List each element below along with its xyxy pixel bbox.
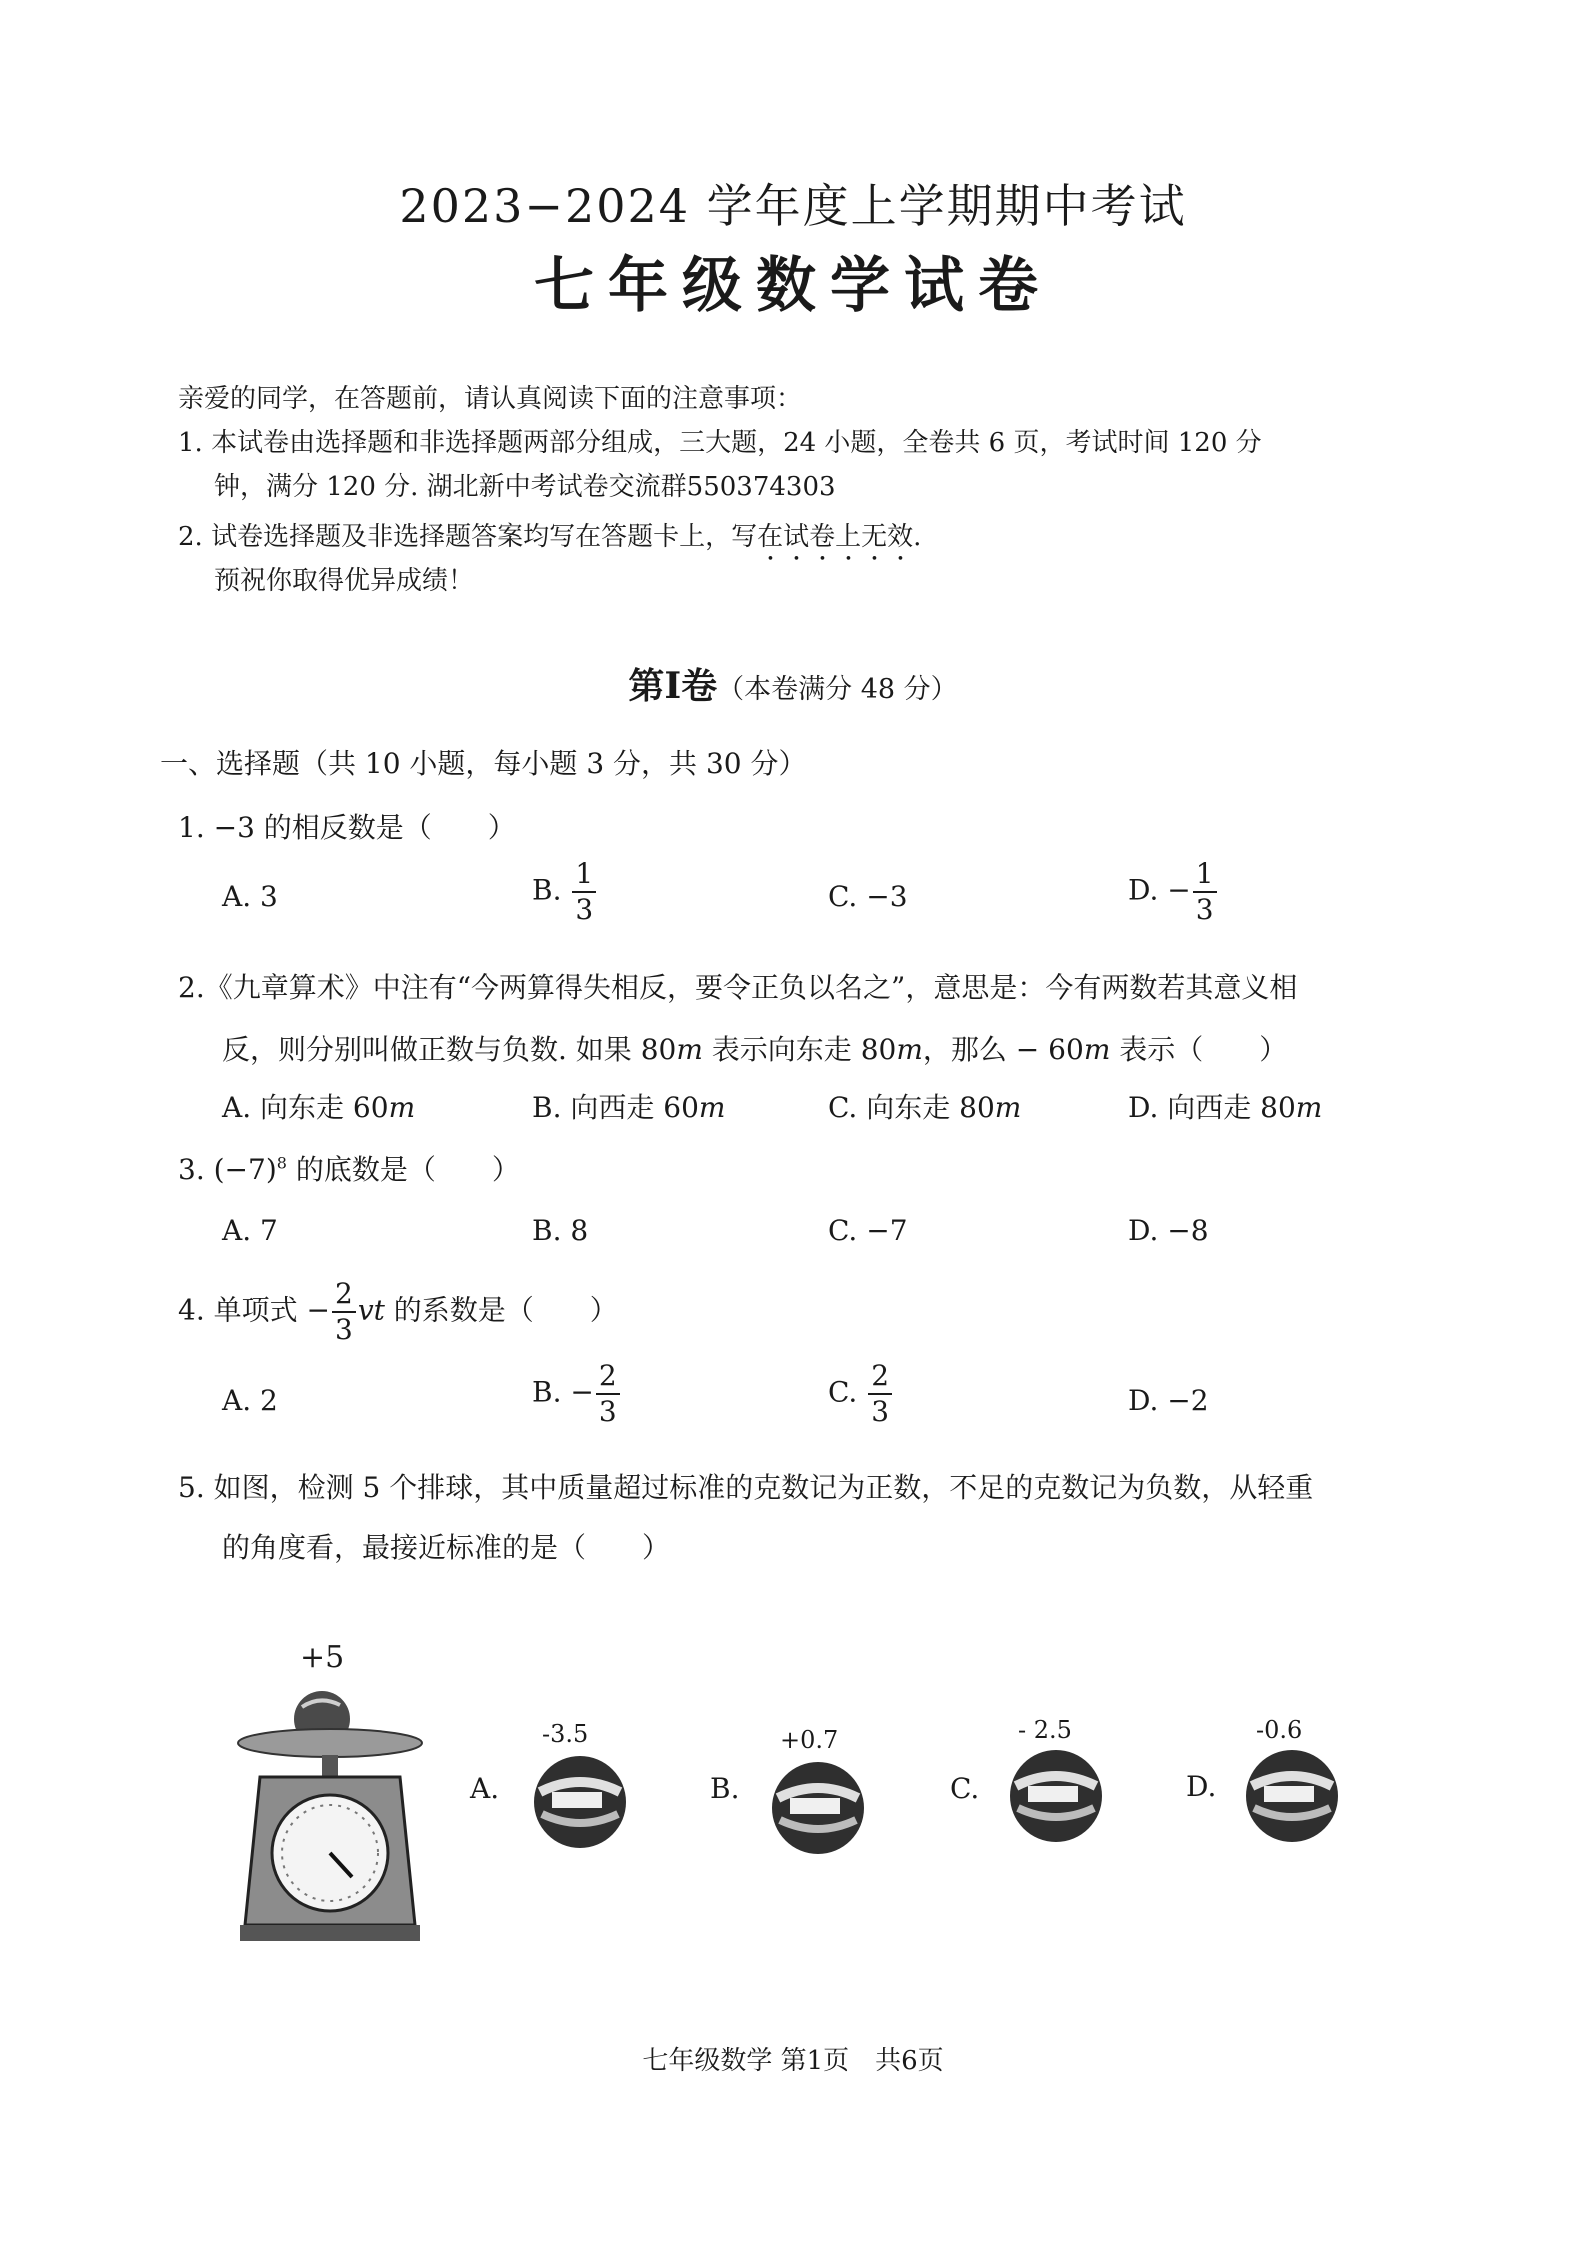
q1-option-b-fraction	[572, 857, 596, 926]
q3-option-a: A. 7	[222, 1214, 278, 1247]
q2-option-a-unit: m	[388, 1091, 416, 1124]
q2-option-c-text: C. 向东走 80	[828, 1091, 995, 1124]
q4-option-c-denominator: 3	[871, 1395, 890, 1428]
notes-item-2-end: .	[913, 522, 922, 552]
question-3	[178, 1148, 520, 1188]
q2-text-a: 反，则分别叫做正数与负数. 如果 80	[222, 1033, 677, 1066]
q2-option-a	[222, 1086, 415, 1126]
ball-b-option: B.	[710, 1772, 740, 1805]
q2-option-d-unit: m	[1295, 1091, 1323, 1124]
q3-text: 的底数是（ ）	[286, 1153, 520, 1186]
q2-text-d: 表示（ ）	[1110, 1033, 1288, 1066]
q4-prefix: 4. 单项式 −	[178, 1293, 330, 1327]
q4-variable: vt	[357, 1293, 385, 1327]
q4-option-d: D. −2	[1128, 1384, 1209, 1417]
question-2-line-1: 2.《九章算术》中注有“今两算得失相反，要令正负以名之”，意思是：今有两数若其意义相	[178, 971, 1298, 1004]
q3-exponent: 8	[276, 1153, 287, 1173]
q1-option-b-numerator: 1	[572, 860, 596, 893]
ball-a-value: -3.5	[542, 1720, 589, 1748]
q1-option-d-fraction	[1193, 857, 1217, 926]
volleyball-b-image	[768, 1758, 868, 1858]
q1-option-c: C. −3	[828, 880, 908, 913]
kitchen-scale-image	[230, 1685, 430, 1950]
notes-wish: 预祝你取得优异成绩！	[214, 566, 475, 596]
volleyball-a-image	[530, 1752, 630, 1852]
notes-item-2-emphasis: 在试卷上无效	[757, 522, 914, 552]
q1-option-b	[532, 857, 598, 926]
q4-suffix: 的系数是（ ）	[384, 1293, 618, 1327]
question-4	[178, 1277, 618, 1346]
q4-option-c-label: C.	[828, 1375, 858, 1409]
section-title: 一、选择题（共 10 小题，每小题 3 分，共 30 分）	[160, 747, 807, 780]
q2-option-b-unit: m	[698, 1091, 726, 1124]
q4-option-b-denominator: 3	[598, 1395, 617, 1428]
q3-base: 3. (−7)	[178, 1153, 277, 1186]
part-note: （本卷满分 48 分）	[717, 674, 958, 705]
q1-option-d-numerator: 1	[1193, 860, 1217, 893]
q1-option-b-denominator: 3	[575, 893, 594, 926]
q2-option-d-text: D. 向西走 80	[1128, 1091, 1296, 1124]
question-5-line-1: 5. 如图，检测 5 个排球，其中质量超过标准的克数记为正数，不足的克数记为负数，从轻重	[178, 1471, 1314, 1504]
notes-item-1: 1. 本试卷由选择题和非选择题两部分组成，三大题，24 小题，全卷共 6 页，考试时间 120 分	[178, 428, 1262, 458]
volleyball-c-image	[1006, 1746, 1106, 1846]
q2-text-b: 表示向东走 80	[702, 1033, 897, 1066]
q4-option-b-fraction	[596, 1359, 620, 1428]
q4-option-b-label: B. −	[532, 1375, 594, 1409]
q4-option-c-fraction	[868, 1359, 892, 1428]
part-heading	[0, 658, 1586, 709]
q4-numerator: 2	[332, 1280, 356, 1313]
q4-option-b-numerator: 2	[596, 1362, 620, 1395]
q2-unit: m	[1083, 1033, 1111, 1066]
q2-unit: m	[676, 1033, 703, 1066]
q1-option-d-denominator: 3	[1195, 893, 1214, 926]
q3-option-b: B. 8	[532, 1214, 589, 1247]
q2-option-b	[532, 1086, 725, 1126]
q2-option-a-text: A. 向东走 60	[222, 1091, 389, 1124]
exam-title: 2023−2024 学年度上学期期中考试	[399, 179, 1187, 233]
q4-denominator: 3	[334, 1313, 353, 1346]
ball-d-value: -0.6	[1256, 1716, 1303, 1744]
q4-option-b	[532, 1359, 622, 1428]
ball-c-option: C.	[950, 1772, 980, 1805]
ball-a-option: A.	[470, 1772, 500, 1805]
ball-c-value: - 2.5	[1018, 1716, 1072, 1744]
q1-option-b-label: B.	[532, 873, 562, 907]
notes-greeting: 亲爱的同学，在答题前，请认真阅读下面的注意事项：	[178, 384, 803, 414]
part-title: 第Ⅰ卷	[628, 665, 718, 707]
q1-option-d	[1128, 857, 1219, 926]
question-5-line-2: 的角度看，最接近标准的是（ ）	[222, 1531, 671, 1564]
q2-option-c	[828, 1086, 1021, 1126]
volleyball-d-image	[1242, 1746, 1342, 1846]
q4-option-a: A. 2	[222, 1384, 278, 1417]
q1-option-d-label: D. −	[1128, 873, 1191, 907]
exam-subtitle: 七年级数学试卷	[534, 251, 1052, 321]
notes-item-2-text: 2. 试卷选择题及非选择题答案均写在答题卡上，写	[178, 522, 758, 552]
q3-option-d: D. −8	[1128, 1214, 1209, 1247]
q2-unit: m	[896, 1033, 923, 1066]
page-footer: 七年级数学 第1页 共6页	[642, 2046, 944, 2076]
scale-label: +5	[300, 1640, 345, 1675]
q2-option-b-text: B. 向西走 60	[532, 1091, 699, 1124]
q2-option-d	[1128, 1086, 1322, 1126]
question-2-line-2	[222, 1028, 1287, 1068]
ball-b-value: +0.7	[780, 1726, 839, 1754]
q4-fraction	[332, 1277, 356, 1346]
ball-d-option: D.	[1186, 1770, 1217, 1803]
q1-option-a: A. 3	[222, 880, 278, 913]
q2-text-c: ，那么 − 60	[922, 1033, 1084, 1066]
question-1: 1. −3 的相反数是（ ）	[178, 811, 516, 844]
q4-option-c	[828, 1359, 894, 1428]
q2-option-c-unit: m	[994, 1091, 1022, 1124]
q3-option-c: C. −7	[828, 1214, 908, 1247]
q4-option-c-numerator: 2	[868, 1362, 892, 1395]
notes-item-1-cont: 钟，满分 120 分. 湖北新中考试卷交流群550374303	[214, 472, 836, 502]
